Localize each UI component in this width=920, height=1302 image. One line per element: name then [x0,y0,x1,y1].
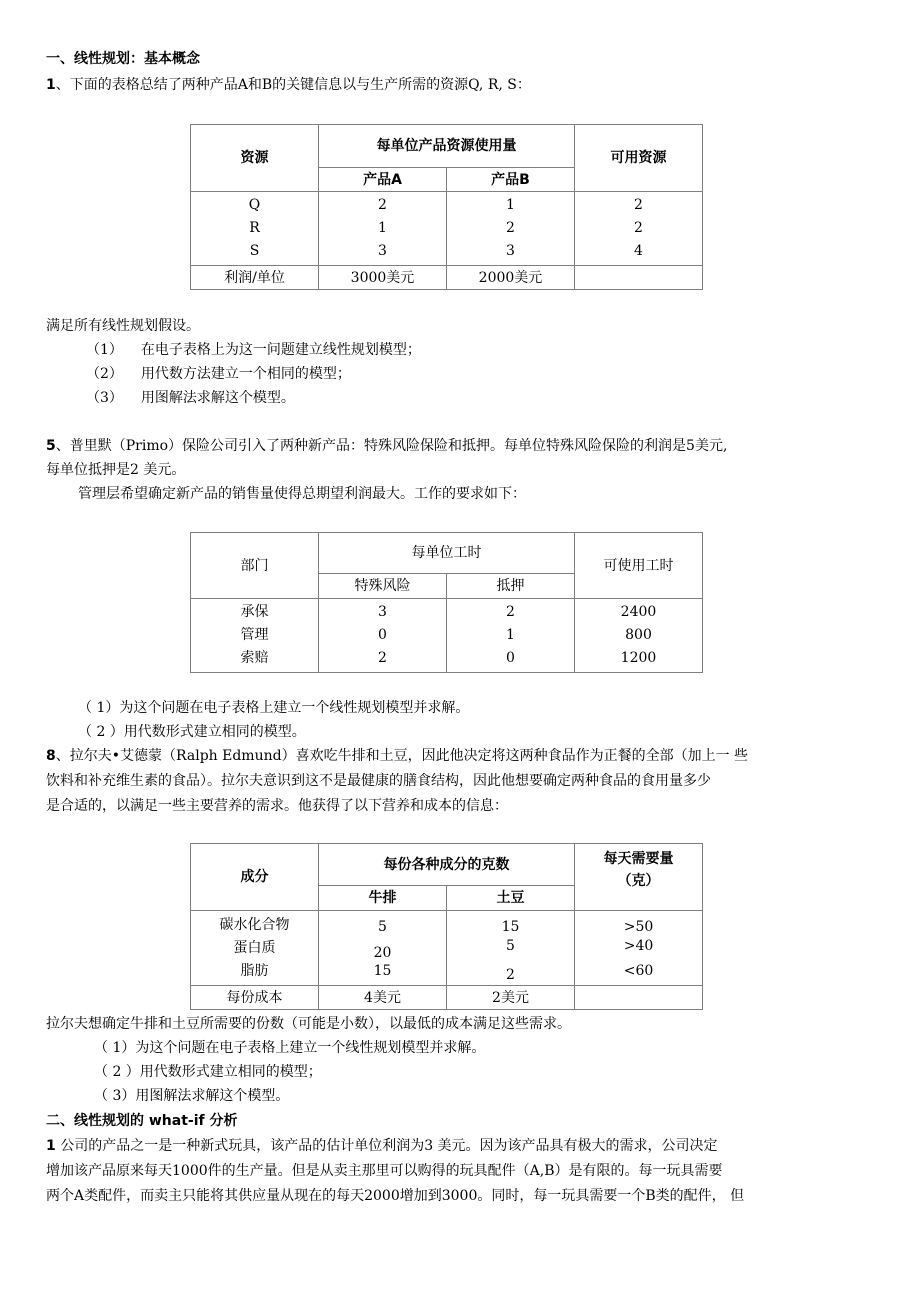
table-cell: 2美元 [447,986,575,1010]
task-number: （3） [86,390,123,406]
nutrition-table [190,843,703,1010]
header-available-hours: 可使用工时 [575,533,703,599]
table-cell: R [249,220,260,236]
question-text: 公司的产品之一是一种新式玩具，该产品的估计单位利润为3 美元。因为该产品具有极大的需求，公司决定 [55,1138,718,1154]
steak-values-cell [319,911,447,986]
section2-question-1-line-3: 两个A类配件，而卖主只能将其供应量从现在的每天2000增加到3000。同时，每一玩具需要一个B类的配件， 但 [46,1188,745,1204]
header-daily-requirement [575,844,703,911]
table-cell: 2 [506,604,515,620]
table-cell: 碳水化合物 [219,916,290,933]
table-cell [575,266,703,290]
task-text: 用图解法求解这个模型。 [140,390,295,406]
available-hours-values-cell [575,599,703,673]
table-cell: <60 [623,962,654,979]
table-cell: 3000美元 [319,266,447,290]
table-cell: 5 [378,918,387,935]
question-8-line-3: 是合适的，以满足一些主要营养的需求。他获得了以下营养和成本的信息： [46,798,508,814]
special-risk-values-cell [319,599,447,673]
section-heading: 一、线性规划：基本概念 [46,51,200,67]
subheader-product-a: 产品A [319,168,447,192]
header-hours-per-unit: 每单位工时 [319,533,575,574]
ingredient-names-cell [191,911,319,986]
table-cell: 承保 [240,604,269,620]
table-cell: 2400 [620,604,657,620]
section2-question-1-line-1 [46,1136,718,1156]
question-5-line-2: 每单位抵押是2 美元。 [46,462,186,478]
task-item: （ 1）为这个问题在电子表格上建立一个线性规划模型并求解。 [94,1040,486,1056]
resource-table [190,124,703,290]
table-cell: 2 [506,220,515,236]
header-grams-per-serving: 每份各种成分的克数 [319,844,575,886]
work-hours-table [190,532,703,673]
table-cell: 800 [625,627,652,643]
header-daily-line-1: 每天需要量 [603,851,674,867]
table-cell: 蛋白质 [233,939,276,956]
subheader-mortgage: 抵押 [447,574,575,599]
question-text: 、普里默（Primo）保险公司引入了两种新产品：特殊风险保险和抵押。每单位特殊风险保险的利润是5美元, [55,438,728,454]
question-text: 、下面的表格总结了两种产品A和B的关键信息以与生产所需的资源Q, R, S： [55,77,531,93]
task-item: （ 1）为这个问题在电子表格上建立一个线性规划模型并求解。 [78,700,470,716]
potato-values-cell [447,911,575,986]
table-cell: 1 [506,197,515,213]
section-heading: 二、线性规划的 what-if 分析 [46,1113,238,1129]
table-cell: 2 [378,197,387,213]
table-cell: 3 [378,243,387,259]
header-department: 部门 [191,533,319,599]
task-item [86,364,351,384]
table-cell: 1 [506,627,515,643]
assumption-note: 满足所有线性规划假设。 [46,318,200,334]
task-item: （ 2 ）用代数形式建立相同的模型； [94,1064,322,1080]
question-1-intro [46,75,531,95]
task-item [86,388,295,408]
table-cell: 3 [506,243,515,259]
question-5-line-3: 管理层希望确定新产品的销售量使得总期望利润最大。工作的要求如下： [78,486,526,502]
daily-values-cell [575,911,703,986]
task-item [86,340,421,360]
question-number: 5 [46,438,56,454]
resource-names-cell [191,192,319,266]
table-cell: 20 [373,944,392,961]
question-number: 8 [46,748,56,764]
header-ingredient: 成分 [191,844,319,911]
question-text: 、拉尔夫•艾德蒙（Ralph Edmund）喜欢吃牛排和土豆，因此他决定将这两种食品作为正餐的全部（加上一 些 [55,748,749,764]
table-cell: 0 [378,627,387,643]
table-cell: >40 [623,937,654,954]
profit-row [191,266,703,290]
table-cell: 管理 [240,627,269,643]
question-5-line-1 [46,436,727,456]
table-cell: 0 [506,650,515,666]
table-cell: 15 [373,962,392,979]
table-cell: 1 [378,220,387,236]
table-cell: 4 [634,243,643,259]
mortgage-values-cell [447,599,575,673]
header-usage: 每单位产品资源使用量 [319,125,575,168]
department-names-cell [191,599,319,673]
header-resource: 资源 [191,125,319,192]
table-cell: 脂肪 [240,962,269,979]
table-cell: 每份成本 [191,986,319,1010]
question-8-after: 拉尔夫想确定牛排和土豆所需要的份数（可能是小数），以最低的成本满足这些需求。 [46,1016,571,1032]
table-cell: S [249,243,260,259]
subheader-product-b: 产品B [447,168,575,192]
table-cell [575,986,703,1010]
table-cell: Q [248,197,261,213]
task-item: （ 2 ）用代数形式建立相同的模型。 [78,724,306,740]
table-cell: 4美元 [319,986,447,1010]
product-b-values-cell [447,192,575,266]
subheader-steak: 牛排 [319,886,447,911]
table-cell: 2 [506,966,515,983]
task-number: （1） [86,342,123,358]
task-item: （ 3）用图解法求解这个模型。 [94,1088,290,1104]
question-number: 1 [46,1138,56,1154]
task-text: 在电子表格上为这一问题建立线性规划模型； [140,342,421,358]
table-cell: 索赔 [240,650,269,666]
question-number: 1 [46,77,56,93]
table-cell: 2000美元 [447,266,575,290]
question-8-line-2: 饮料和补充维生素的食品）。拉尔夫意识到这不是最健康的膳食结构，因此他想要确定两种食品的食用量多少 [46,773,711,789]
task-text: 用代数方法建立一个相同的模型； [140,366,351,382]
question-8-line-1 [46,746,748,766]
table-cell: 2 [378,650,387,666]
subheader-potato: 土豆 [447,886,575,911]
product-a-values-cell [319,192,447,266]
header-available: 可用资源 [575,125,703,192]
task-number: （2） [86,366,123,382]
table-cell: >50 [623,918,654,935]
table-cell: 15 [501,918,520,935]
cost-row [191,986,703,1010]
table-cell: 5 [506,937,515,954]
table-cell: 2 [634,220,643,236]
header-daily-line-2: （克） [617,873,660,889]
table-cell: 1200 [620,650,657,666]
available-values-cell [575,192,703,266]
table-cell: 利润/单位 [191,266,319,290]
table-cell: 3 [378,604,387,620]
table-cell: 2 [634,197,643,213]
section2-question-1-line-2: 增加该产品原来每天1000件的生产量。但是从卖主那里可以购得的玩具配件（A,B）是有限的。每一玩具需要 [46,1163,723,1179]
subheader-special-risk: 特殊风险 [319,574,447,599]
